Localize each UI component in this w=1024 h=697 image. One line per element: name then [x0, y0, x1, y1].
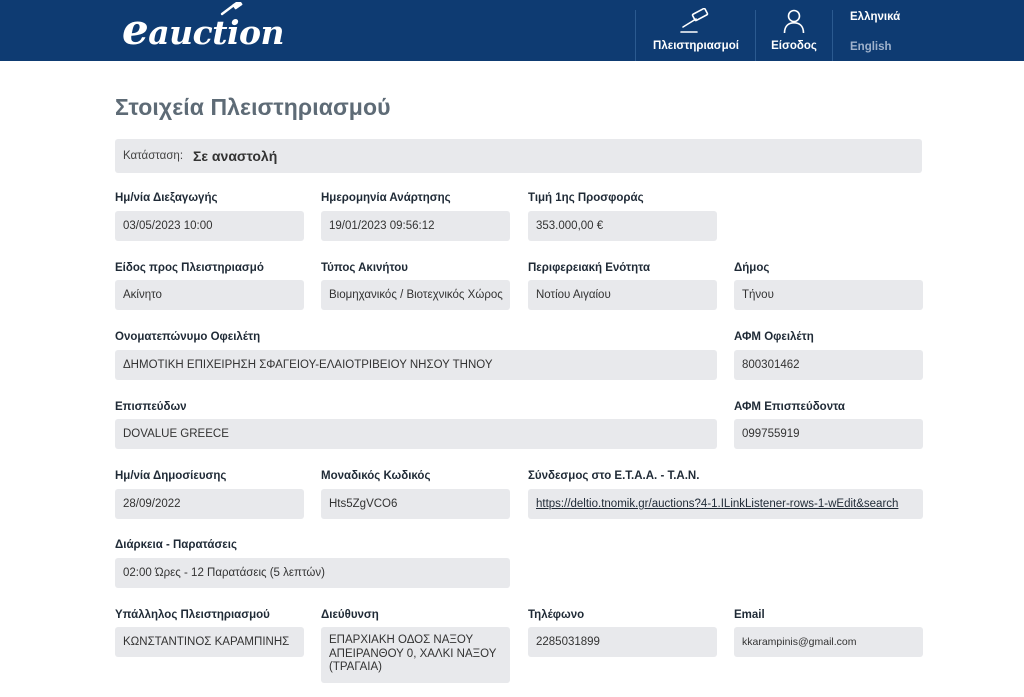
field-property-type: Βιομηχανικός / Βιοτεχνικός Χώρος: [321, 280, 510, 310]
field-auction-type: Ακίνητο: [115, 280, 304, 310]
nav-login[interactable]: [762, 8, 826, 58]
nav-login-label: Είσοδος: [771, 40, 817, 52]
field-email: kkarampinis@gmail.com: [734, 627, 923, 657]
nav-auctions-label: Πλειστηριασμοί: [653, 40, 739, 52]
field-label-etaa-link: Σύνδεσμος στο Ε.Τ.Α.Α. - Τ.Α.Ν.: [528, 470, 700, 482]
field-label-duration: Διάρκεια - Παρατάσεις: [115, 539, 237, 551]
field-creditor-vat: 099755919: [734, 419, 923, 449]
logo-e: e: [122, 5, 149, 54]
field-label-creditor-vat: ΑΦΜ Επισπεύδοντα: [734, 401, 845, 413]
field-conduct-date: 03/05/2023 10:00: [115, 211, 304, 241]
field-publication-date: 28/09/2022: [115, 489, 304, 519]
status-bar: [115, 139, 922, 173]
logo-text: auction: [148, 13, 284, 52]
field-phone: 2285031899: [528, 627, 717, 657]
field-municipality: Τήνου: [734, 280, 923, 310]
field-first-bid-price: 353.000,00 €: [528, 211, 717, 241]
field-label-debtor-vat: ΑΦΜ Οφειλέτη: [734, 331, 814, 343]
field-label-property-type: Τύπος Ακινήτου: [321, 262, 408, 274]
field-label-address: Διεύθυνση: [321, 609, 379, 621]
nav-divider: [635, 10, 636, 61]
page-title: Στοιχεία Πλειστηριασμού: [115, 94, 391, 120]
field-label-first-bid-price: Τιμή 1ης Προσφοράς: [528, 192, 644, 204]
top-navbar: [0, 0, 1024, 61]
eauction-logo[interactable]: [122, 5, 284, 54]
field-duration: 02:00 Ώρες - 12 Παρατάσεις (5 λεπτών): [115, 558, 510, 588]
status-value: Σε αναστολή: [193, 148, 278, 164]
field-posting-date: 19/01/2023 09:56:12: [321, 211, 510, 241]
field-label-auction-type: Είδος προς Πλειστηριασμό: [115, 262, 264, 274]
nav-divider: [755, 10, 756, 61]
field-unique-code: Hts5ZgVCO6: [321, 489, 510, 519]
field-label-auction-officer: Υπάλληλος Πλειστηριασμού: [115, 609, 270, 621]
field-label-email: Email: [734, 609, 765, 621]
nav-auctions[interactable]: [645, 8, 747, 58]
field-label-phone: Τηλέφωνο: [528, 609, 585, 621]
field-regional-unit: Νοτίου Αιγαίου: [528, 280, 717, 310]
field-label-regional-unit: Περιφερειακή Ενότητα: [528, 262, 651, 274]
user-icon: [781, 8, 807, 34]
field-label-creditor: Επισπεύδων: [115, 401, 187, 413]
field-auction-officer: ΚΩΝΣΤΑΝΤΙΝΟΣ ΚΑΡΑΜΠΙΝΗΣ: [115, 627, 304, 657]
field-creditor: DOVALUE GREECE: [115, 419, 717, 449]
field-label-posting-date: Ημερομηνία Ανάρτησης: [321, 192, 451, 204]
status-label: Κατάσταση:: [123, 150, 184, 162]
field-etaa-link: [528, 489, 923, 519]
language-english-link[interactable]: English: [850, 41, 892, 53]
etaa-link[interactable]: https://deltio.tnomik.gr/auctions?4-1.ILinkListener-rows-1-wEdit&search: [536, 498, 899, 510]
field-debtor-vat: 800301462: [734, 350, 923, 380]
language-greek-link[interactable]: Ελληνικά: [850, 11, 901, 23]
field-address: ΕΠΑΡΧΙΑΚΗ ΟΔΟΣ ΝΑΞΟΥ ΑΠΕΙΡΑΝΘΟΥ 0, ΧΑΛΚΙ ΝΑΞΟΥ (ΤΡΑΓΑΙΑ): [321, 627, 510, 683]
gavel-icon: [678, 8, 714, 34]
field-label-municipality: Δήμος: [734, 262, 770, 274]
logo-gavel-icon: [220, 2, 244, 16]
field-label-debtor-name: Ονοματεπώνυμο Οφειλέτη: [115, 331, 261, 343]
field-label-unique-code: Μοναδικός Κωδικός: [321, 470, 431, 482]
field-label-conduct-date: Ημ/νία Διεξαγωγής: [115, 192, 218, 204]
field-debtor-name: ΔΗΜΟΤΙΚΗ ΕΠΙΧΕΙΡΗΣΗ ΣΦΑΓΕΙΟΥ-ΕΛΑΙΟΤΡΙΒΕΙΟΥ ΝΗΣΟΥ ΤΗΝΟΥ: [115, 350, 717, 380]
nav-divider: [832, 10, 833, 61]
field-label-publication-date: Ημ/νία Δημοσίευσης: [115, 470, 227, 482]
